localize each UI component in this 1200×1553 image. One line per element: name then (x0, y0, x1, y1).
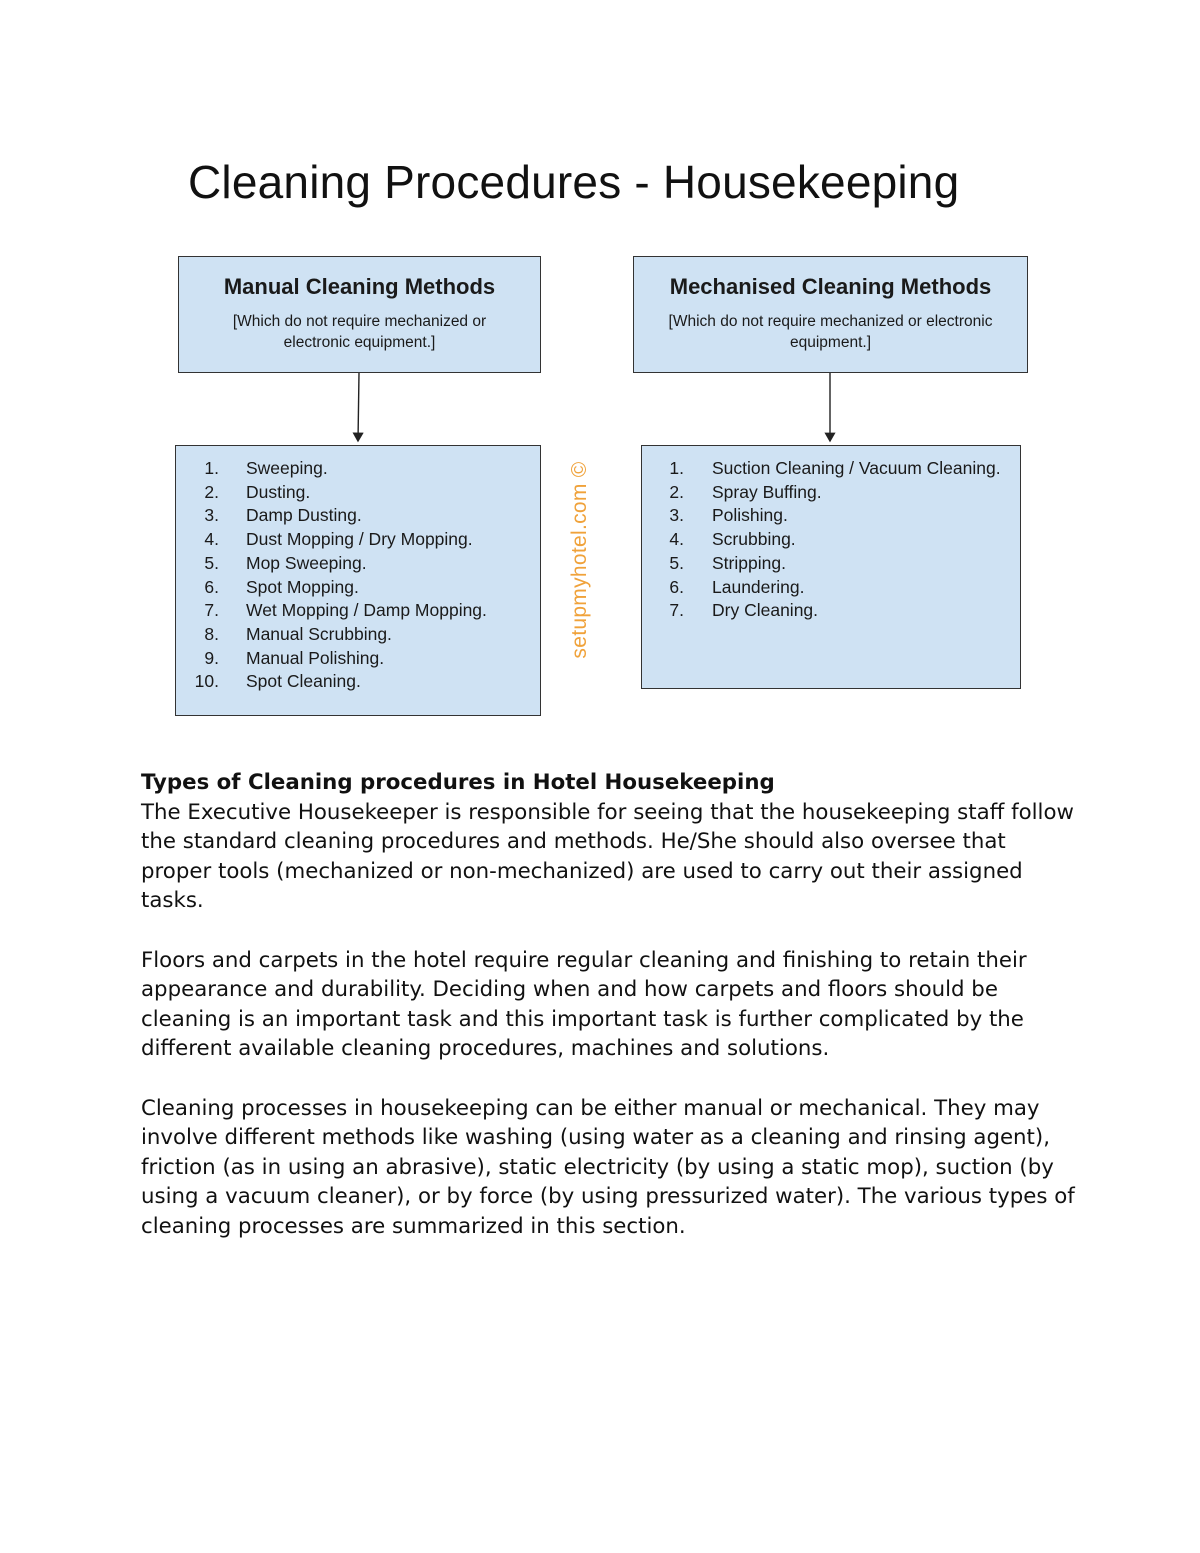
manual-item-number: 8. (204, 623, 219, 644)
article-paragraph-2: Floors and carpets in the hotel require regular cleaning and finishing to retain their appearance and durability. Deciding when and how carpets and floors should be cleaning is an important task and this important task is further complicated by the different available cleaning procedures, machines and solutions. (141, 947, 1027, 1062)
manual-item-text: Spot Cleaning. (246, 671, 361, 692)
watermark-text: setupmyhotel.com © (568, 461, 591, 659)
manual-item-number: 1. (204, 458, 219, 478)
mechanised-item-text: Suction Cleaning / Vacuum Cleaning. (712, 458, 1001, 478)
mechanised-item-number: 1. (669, 458, 684, 478)
mechanised-methods-list (642, 446, 1020, 623)
manual-list-item (176, 623, 540, 647)
mechanised-list-item (642, 599, 1020, 623)
manual-item-number: 6. (204, 576, 219, 597)
mechanised-item-number: 7. (669, 600, 684, 621)
manual-item-number: 4. (204, 529, 219, 550)
manual-item-number: 5. (204, 552, 219, 573)
manual-item-text: Manual Scrubbing. (246, 623, 392, 644)
manual-item-number: 2. (204, 481, 219, 502)
manual-item-text: Wet Mopping / Damp Mopping. (246, 600, 487, 621)
mechanised-item-text: Stripping. (712, 552, 786, 573)
manual-methods-list-box (175, 445, 541, 716)
manual-item-number: 9. (204, 647, 219, 668)
manual-item-text: Manual Polishing. (246, 647, 385, 668)
manual-list-item (176, 576, 540, 600)
manual-methods-subtitle: [Which do not require mechanized or electronic equipment.] (232, 313, 487, 351)
article-heading: Types of Cleaning procedures in Hotel Housekeeping (141, 770, 775, 795)
manual-item-text: Mop Sweeping. (246, 552, 367, 573)
article-paragraph-1: The Executive Housekeeper is responsible for seeing that the housekeeping staff follow the standard cleaning procedures and methods. He/She should also oversee that proper tools (mechanized or non-mechanized) are used to carry out their assigned tasks. (141, 799, 1074, 914)
mechanised-list-item (642, 457, 1020, 481)
manual-list-item (176, 552, 540, 576)
manual-methods-heading: Manual Cleaning Methods (223, 274, 496, 299)
manual-list-item (176, 670, 540, 694)
manual-list-item (176, 599, 540, 623)
mechanised-list-item (642, 481, 1020, 505)
manual-item-number: 10. (194, 671, 219, 692)
mechanised-list-item (642, 504, 1020, 528)
manual-item-text: Damp Dusting. (246, 505, 362, 526)
manual-methods-list (176, 446, 540, 694)
mechanised-item-text: Dry Cleaning. (712, 600, 819, 621)
mechanised-item-text: Spray Buffing. (712, 481, 822, 502)
mechanised-item-text: Scrubbing. (712, 529, 796, 550)
mechanised-methods-heading: Mechanised Cleaning Methods (669, 274, 992, 299)
manual-item-text: Sweeping. (246, 458, 328, 478)
manual-item-number: 7. (204, 600, 219, 621)
manual-list-item (176, 528, 540, 552)
manual-list-item (176, 481, 540, 505)
figure-title: Cleaning Procedures - Housekeeping (188, 156, 960, 208)
mechanised-item-number: 5. (669, 552, 684, 573)
mechanised-list-item (642, 552, 1020, 576)
mechanised-item-number: 6. (669, 576, 684, 597)
manual-list-item (176, 647, 540, 671)
article (141, 768, 1081, 1271)
manual-item-text: Spot Mopping. (246, 576, 359, 597)
mechanised-methods-subtitle: [Which do not require mechanized or electronic equipment.] (668, 313, 993, 351)
manual-item-text: Dust Mopping / Dry Mopping. (246, 529, 473, 550)
mechanised-item-text: Polishing. (712, 505, 788, 526)
mechanised-item-number: 3. (669, 505, 684, 526)
mechanised-list-item (642, 528, 1020, 552)
manual-arrow (358, 373, 359, 441)
manual-item-number: 3. (204, 505, 219, 526)
mechanised-item-number: 4. (669, 529, 684, 550)
article-paragraph-3: Cleaning processes in housekeeping can be either manual or mechanical. They may involve different methods like washing (using water as a cleaning and rinsing agent), friction (as in using an abrasive), static electricity (by using a static mop), suction (by using a vacuum cleaner), or by force (by using pressurized water). The various types of cleaning processes are summarized in this section. (141, 1095, 1075, 1239)
manual-list-item (176, 457, 540, 481)
mechanised-methods-list-box (641, 445, 1021, 689)
manual-item-text: Dusting. (246, 481, 311, 502)
mechanised-list-item (642, 576, 1020, 600)
mechanised-item-text: Laundering. (712, 576, 805, 597)
mechanised-item-number: 2. (669, 481, 684, 502)
manual-list-item (176, 504, 540, 528)
